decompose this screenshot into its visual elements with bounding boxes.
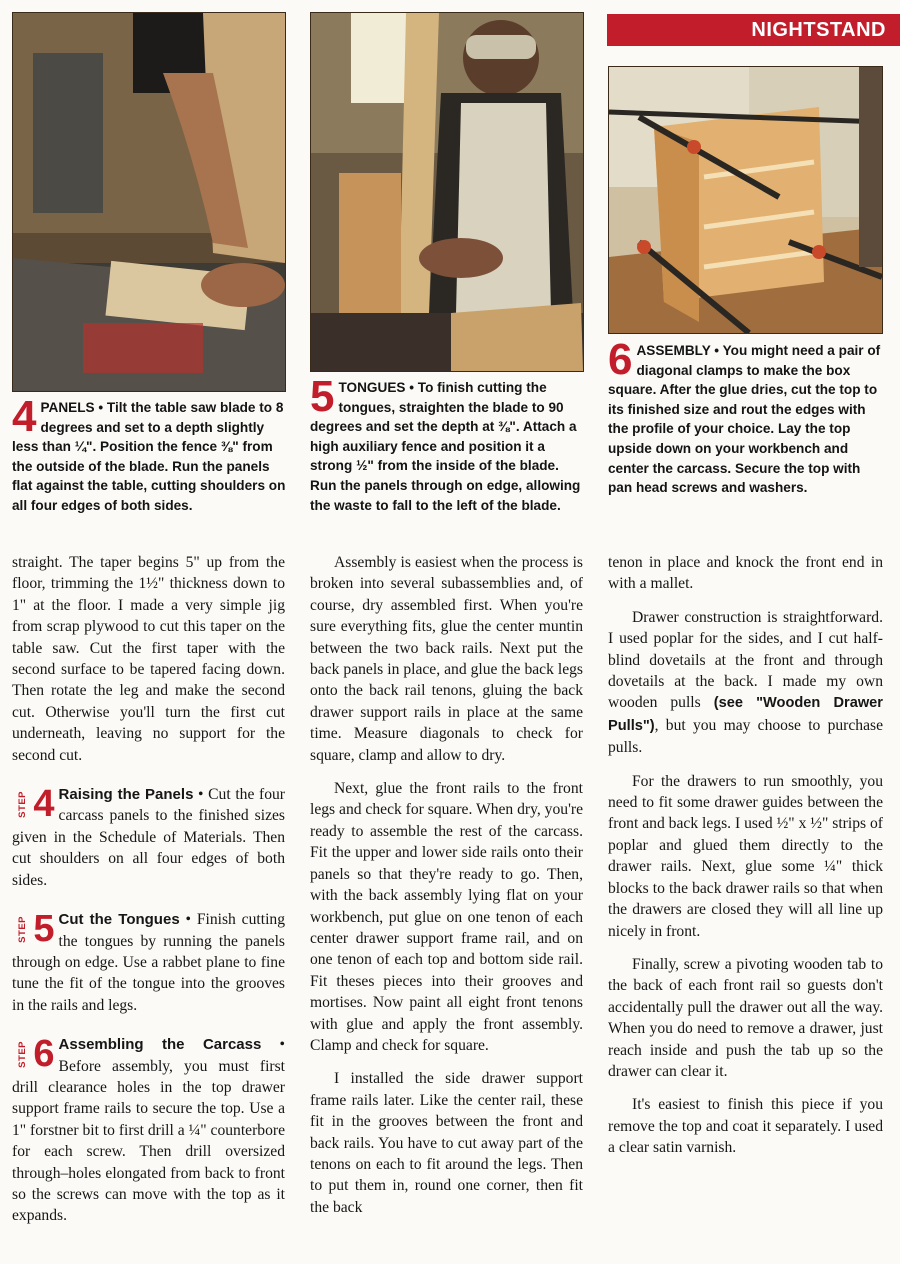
- caption-number: 4: [12, 392, 37, 441]
- step-5: [12, 909, 285, 1016]
- step-number: 4: [33, 783, 55, 826]
- caption-number: 6: [608, 335, 633, 384]
- step-text: • Finish cutting the tongues by running the panels through on edge. Use a rabbet plane to fine tune the fit of the tongue into the grooves in the rails and legs.: [12, 911, 285, 1014]
- body-paragraph: For the drawers to run smoothly, you need to fit some drawer guides between the front and back legs. I used ½" x ½" strips of poplar and glued them directly to the drawer rails. Next, glue some ¼" thick blocks to the back drawer rails so that when the drawers are closed they will all line up nicely in front.: [608, 772, 883, 940]
- step-number: 6: [33, 1033, 55, 1076]
- photo-tongues-cutting: [310, 12, 584, 372]
- caption-assembly: [608, 335, 884, 498]
- body-paragraph: Finally, screw a pivoting wooden tab to the back of each front rail so guests don't accidentally pull the drawer out all the way. When you do need to remove a drawer, just reach inside and push the tab up so the drawer can clear it.: [608, 955, 883, 1080]
- step-title: Cut the Tongues: [58, 911, 180, 929]
- body-paragraph: tenon in place and knock the front end in with a mallet.: [608, 554, 883, 593]
- step-label: STEP: [17, 790, 28, 818]
- caption-text: TONGUES • To finish cutting the tongues, straighten the blade to 90 degrees and set the depth at ⅜". Attach a high auxiliary fence and position it a strong ½" from the inside of the blade. Run the panels through on edge, allowing the waste to fall to the left of the blade.: [310, 380, 581, 513]
- body-column-2: [310, 552, 583, 1218]
- body-text: Drawer construction is straightforward. I used poplar for the sides, and I cut half-blind dovetails at the front and through dovetails at the back. I made my own wooden pulls: [608, 608, 883, 712]
- caption-number: 5: [310, 372, 335, 421]
- body-paragraph: Assembly is easiest when the process is broken into several subassemblies and, of course, dry assembled first. When you're sure everything fits, glue the center muntin between the two back rails. Next put the back panels in place, and glue the back legs onto the back rail tenons, gluing the back drawer support rails in place at the same time. Measure diagonals to check for square, clamp and allow to dry.: [310, 554, 583, 764]
- step-marker: [12, 1033, 55, 1076]
- step-number: 5: [33, 908, 55, 951]
- body-paragraph: It's easiest to finish this piece if you remove the top and coat it separately. I used a clear satin varnish.: [608, 1096, 883, 1157]
- cross-reference: (see "Wooden Drawer Pulls"): [608, 695, 883, 734]
- body-paragraph: Next, glue the front rails to the front legs and check for square. When dry, you're ready to assemble the rest of the carcass. Fit the upper and lower side rails onto their panels so that they're ready to go. Then, with the back assembly lying flat on your workbench, put glue on one tenon of each center drawer support frame rail, and on one tenon of each top and bottom side rail. Fit theses pieces into their grooves and mortises. Now paint all eight front tenons with glue and apply the front assembly. Clamp and check for square.: [310, 780, 583, 1054]
- step-6: [12, 1034, 285, 1227]
- caption-text: PANELS • Tilt the table saw blade to 8 degrees and set to a depth slightly less than ¼". Position the fence ⅜" from the outside of the blade. Run the panels flat against the table, cutting shoulders on all four edges of both sides.: [12, 400, 286, 513]
- body-paragraph: I installed the side drawer support frame rails later. Like the center rail, these fit in the grooves between the front and back rails. You have to cut away part of the tenons on each to fit around the legs. Then to put them in, round one corner, then fit the back: [310, 1070, 583, 1216]
- body-column-1: [12, 552, 285, 1227]
- step-label: STEP: [17, 915, 28, 943]
- step-title: Assembling the Carcass: [58, 1036, 262, 1054]
- body-paragraph-drawers: [608, 607, 883, 759]
- photo-panels-tablesaw: [12, 12, 286, 392]
- body-column-3: [608, 552, 883, 1159]
- step-4: [12, 784, 285, 891]
- caption-panels: [12, 392, 286, 516]
- step-text: • Cut the four carcass panels to the finished sizes given in the Schedule of Materials. Then cut shoulders on all four edges of both sides.: [12, 786, 285, 889]
- body-paragraph: straight. The taper begins 5" up from the floor, trimming the 1½" thickness down to 1" at the floor. I made a very simple jig from scrap plywood to cut this taper on the table saw. Cut the first taper with the second surface to be tapered facing down. Then rotate the leg and make the second cut. Otherwise you'll turn the first cut underneath, leaving no support for the second cut.: [12, 554, 285, 764]
- caption-text: ASSEMBLY • You might need a pair of diagonal clamps to make the box square. After the glue dries, cut the top to its finished size and rout the edges with the profile of your choice. Lay the top upside down on your workbench and center the carcass. Secure the top with pan head screws and washers.: [608, 343, 881, 496]
- photo-assembly-clamps: [608, 66, 883, 334]
- step-marker: [12, 908, 55, 951]
- step-text: • Before assembly, you must first drill clearance holes in the top drawer support frame rails to secure the top. Use a 1" forstner bit to first drill a ¼" counterbore for each screw. Then drill oversized through–holes elongated from back to front so the screws can move with the top as it expands.: [12, 1036, 285, 1225]
- step-marker: [12, 783, 55, 826]
- caption-tongues: [310, 372, 584, 515]
- section-banner: NIGHTSTAND: [607, 14, 900, 46]
- body-text: , but you may choose to purchase pulls.: [608, 716, 883, 757]
- step-label: STEP: [17, 1040, 28, 1068]
- step-title: Raising the Panels: [58, 786, 194, 804]
